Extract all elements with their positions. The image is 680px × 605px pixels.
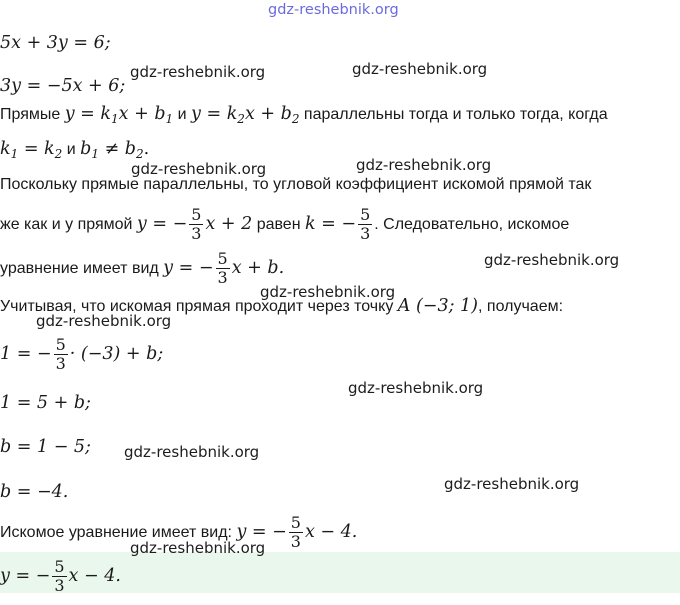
watermark: gdz-reshebnik.org xyxy=(124,443,260,461)
watermark: gdz-reshebnik.org xyxy=(130,63,266,81)
text-line-4: $k_1 = k_2$ и $b_1 \ne b_2$. xyxy=(0,139,150,161)
watermark: gdz-reshebnik.org xyxy=(348,379,484,397)
fraction: $\frac{5}{3}$ xyxy=(360,205,371,244)
text-line-3: Прямые $y = k_1x + b_1$ и $y = k_2x + b_2$ параллельны тогда и только тогда, когда xyxy=(0,104,608,126)
fraction: $\frac{5}{3}$ xyxy=(191,205,202,244)
text-line-6: же как и у прямой y = − $\frac{5}{3}$ x + 2 равен k = − $\frac{5}{3}$ . Следовательно, искомое xyxy=(0,205,570,244)
fraction: $\frac{5}{3}$ xyxy=(54,557,65,596)
watermark: gdz-reshebnik.org xyxy=(352,60,488,78)
watermark: gdz-reshebnik.org xyxy=(260,283,396,301)
text-line-5: Поскольку прямые параллельны, то угловой коэффициент искомой прямой так xyxy=(0,176,592,193)
text-line-7: уравнение имеет вид y = − $\frac{5}{3}$ x + b. xyxy=(0,249,285,288)
watermark: gdz-reshebnik.org xyxy=(484,251,620,269)
watermark-top: gdz-reshebnik.org xyxy=(268,2,399,18)
text-line-13: Искомое уравнение имеет вид: y = − $\frac{5}{3}$ x − 4. xyxy=(0,513,358,552)
watermark: gdz-reshebnik.org xyxy=(130,539,266,557)
equation-line-1: 5x + 3y = 6; xyxy=(0,33,111,53)
equation-line-12: b = −4. xyxy=(0,482,69,502)
text-line-8: Учитывая, что искомая прямая проходит через точку A (−3; 1), получаем: xyxy=(0,296,564,316)
watermark: gdz-reshebnik.org xyxy=(36,312,172,330)
answer-line: y = − $\frac{5}{3}$ x − 4. xyxy=(0,557,121,596)
fraction: $\frac{5}{3}$ xyxy=(55,335,66,374)
watermark: gdz-reshebnik.org xyxy=(356,156,492,174)
fraction: $\frac{5}{3}$ xyxy=(217,249,228,288)
equation-line-9: 1 = − $\frac{5}{3}$ · (−3) + b; xyxy=(0,335,164,374)
equation-line-2: 3y = −5x + 6; xyxy=(0,76,126,96)
equation-line-10: 1 = 5 + b; xyxy=(0,393,91,413)
watermark: gdz-reshebnik.org xyxy=(131,160,267,178)
equation-line-11: b = 1 − 5; xyxy=(0,437,91,457)
fraction: $\frac{5}{3}$ xyxy=(290,513,301,552)
watermark: gdz-reshebnik.org xyxy=(444,475,580,493)
